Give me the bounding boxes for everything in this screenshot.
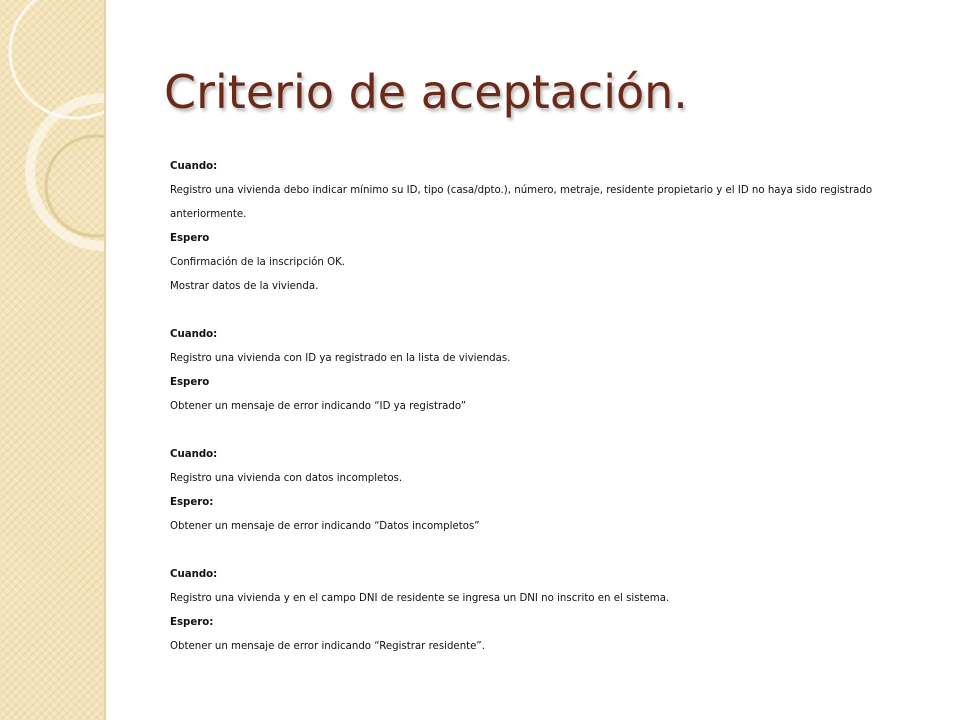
espero-text: Obtener un mensaje de error indicando “ID ya registrado” — [170, 401, 467, 412]
espero-label: Espero — [170, 377, 210, 388]
block-spacer — [170, 539, 930, 563]
cuando-text: Registro una vivienda con datos incompletos. — [170, 473, 403, 484]
deco-circle-ring — [30, 98, 104, 246]
acceptance-criteria-list — [170, 155, 930, 659]
criteria-block — [170, 323, 930, 419]
criteria-block — [170, 155, 930, 299]
espero-text: Obtener un mensaje de error indicando “Datos incompletos” — [170, 521, 480, 532]
cuando-text: Registro una vivienda y en el campo DNI de residente se ingresa un DNI no inscrito en el sistema. — [170, 593, 670, 604]
decorative-side-band — [0, 0, 106, 720]
espero-label: Espero — [170, 233, 210, 244]
block-spacer — [170, 419, 930, 443]
slide-title: Criterio de aceptación. — [164, 65, 688, 119]
criteria-block — [170, 443, 930, 539]
cuando-text: Registro una vivienda con ID ya registrado en la lista de viviendas. — [170, 353, 511, 364]
block-spacer — [170, 299, 930, 323]
cuando-label: Cuando: — [170, 161, 218, 172]
espero-text: Obtener un mensaje de error indicando “Registrar residente”. — [170, 641, 485, 652]
cuando-label: Cuando: — [170, 329, 218, 340]
espero-text: Confirmación de la inscripción OK. — [170, 257, 346, 268]
cuando-text: anteriormente. — [170, 209, 247, 220]
cuando-label: Cuando: — [170, 569, 218, 580]
decorative-circles-graphic — [0, 0, 104, 720]
cuando-text: Registro una vivienda debo indicar mínimo su ID, tipo (casa/dpto.), número, metraje, residente propietario y el ID no haya sido registrado — [170, 185, 873, 196]
espero-label: Espero: — [170, 497, 214, 508]
criteria-block — [170, 563, 930, 659]
cuando-label: Cuando: — [170, 449, 218, 460]
espero-label: Espero: — [170, 617, 214, 628]
espero-text: Mostrar datos de la vivienda. — [170, 281, 319, 292]
